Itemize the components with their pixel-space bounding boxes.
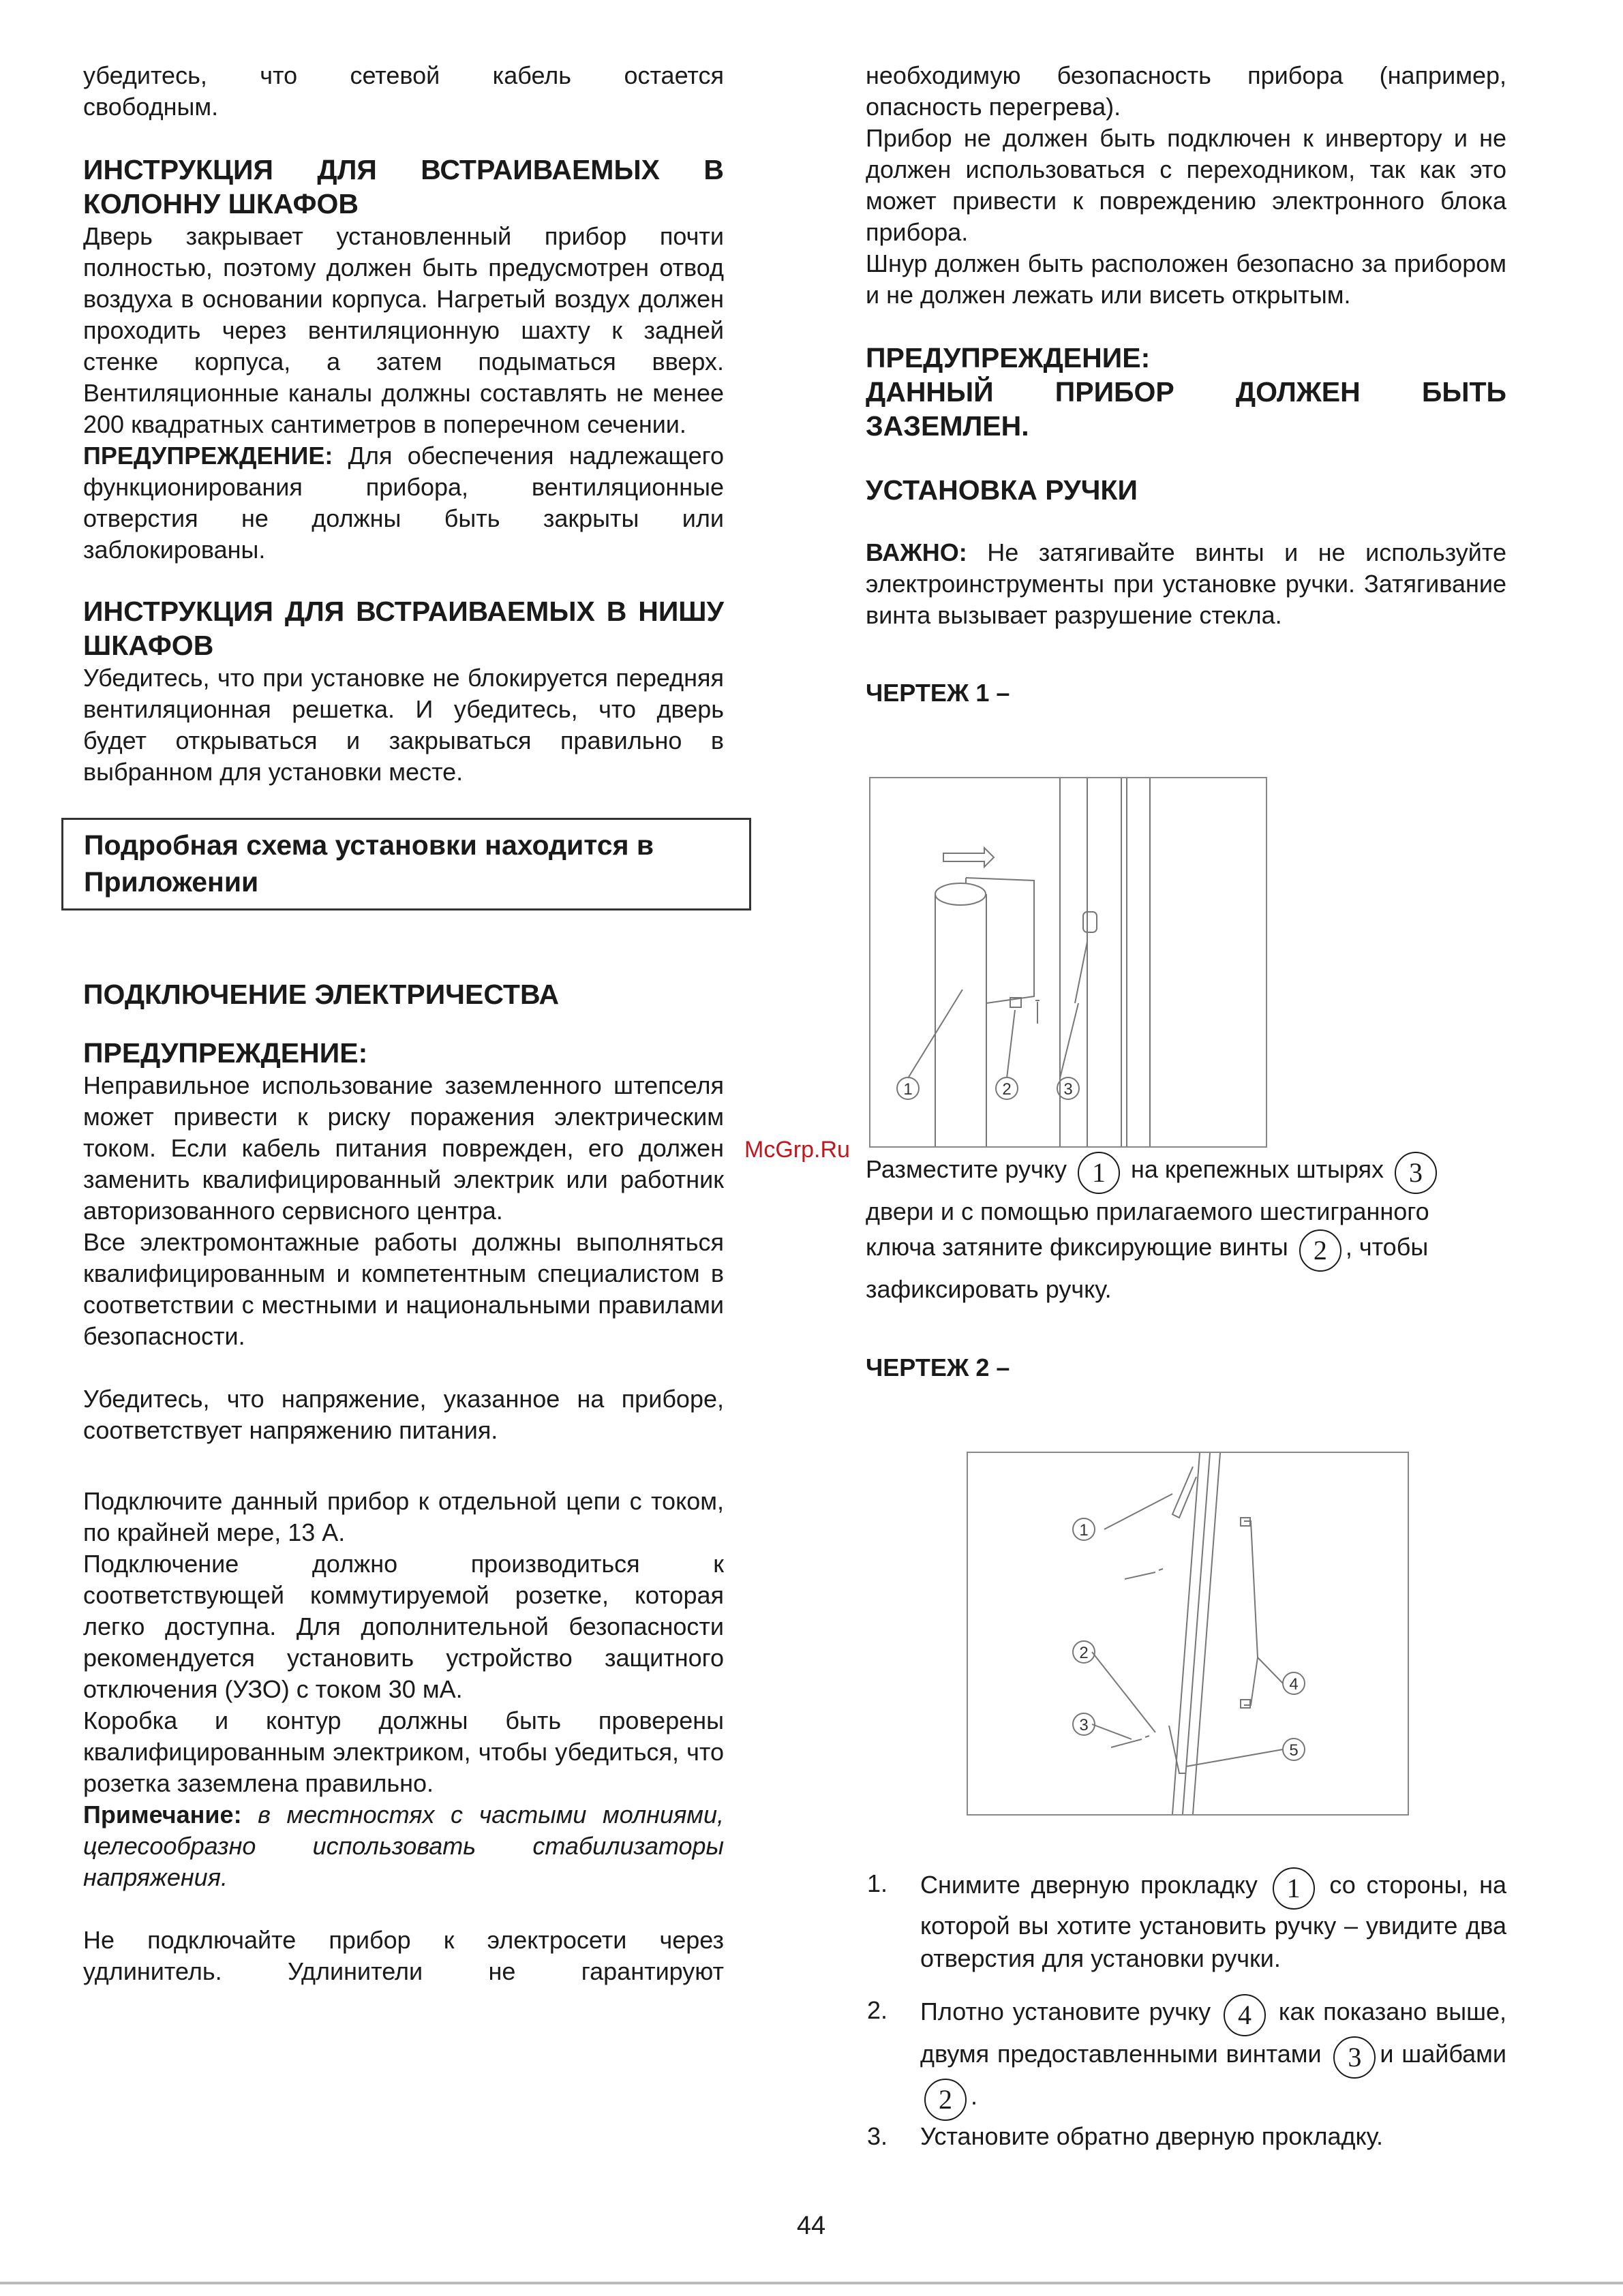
handle-bracket xyxy=(966,878,1034,1003)
handle-placement-text xyxy=(866,1152,1506,1307)
figure-1-svg xyxy=(870,778,1266,1146)
circled-3-icon: 3 xyxy=(1333,2036,1376,2079)
leader-line-2 xyxy=(1092,1652,1155,1732)
electricity-warning-heading: ПРЕДУПРЕЖДЕНИЕ: xyxy=(83,1037,368,1069)
right-column xyxy=(866,60,1506,709)
leader-line-4 xyxy=(1258,1657,1283,1683)
bottom-divider xyxy=(0,2282,1623,2284)
figure-1-caption: ЧЕРТЕЖ 1 – xyxy=(866,679,1010,707)
left-column xyxy=(83,60,724,1987)
intro-line-1: убедитесь, что сетевой кабель остается xyxy=(83,61,724,89)
figure-2-drawing xyxy=(967,1452,1409,1816)
grounding-warning-heading-3: ЗАЗЕМЛЕН. xyxy=(866,410,1029,442)
circled-2-icon: 2 xyxy=(924,2079,967,2121)
fig2-label-1: 1 xyxy=(1079,1521,1089,1540)
electricity-paragraph-5: Подключение должно производиться к соответствующей коммутируемой розетке, которая легко доступна. Для дополнительной безопасности рекомендуется установить устройство защитного отключения (УЗО) с током 30 мА. xyxy=(83,1550,724,1703)
step-1-text-b: со стороны, на которой вы хотите установить ручку – увидите два отверстия для установки ручки. xyxy=(920,1871,1506,1972)
placement-text-f: зафиксировать ручку. xyxy=(866,1275,1112,1303)
important-text: Не затягивайте винты и не используйте электроинструменты при установке ручки. Затягивание винта вызывает разрушение стекла. xyxy=(866,538,1506,629)
leader-line-1 xyxy=(1104,1494,1172,1529)
grounding-warning-heading-2: ДАННЫЙ ПРИБОР ДОЛЖЕН БЫТЬ xyxy=(866,376,1506,408)
column-install-heading: ИНСТРУКЦИЯ ДЛЯ ВСТРАИВАЕМЫХ В КОЛОННУ ШКАФОВ xyxy=(83,154,724,219)
electricity-paragraph-4: Подключите данный прибор к отдельной цепи с током, по крайней мере, 13 А. xyxy=(83,1487,724,1546)
electricity-paragraph-1: Неправильное использование заземленного штепселя может привести к риску поражения электрическим током. Если кабель питания поврежден, его должен заменить квалифицированный электрик или работник авторизованного сервисного центра. xyxy=(83,1071,724,1225)
extension-line-2: удлинитель. Удлинители не гарантируют xyxy=(83,1957,724,1985)
placement-text-d: ключа затяните фиксирующие винты xyxy=(866,1233,1288,1261)
handle-top xyxy=(935,883,986,905)
step-2 xyxy=(866,1994,1506,2121)
screw-bottom xyxy=(1111,1736,1149,1747)
fig1-label-3: 3 xyxy=(1063,1080,1073,1099)
step-2-number: 2. xyxy=(867,1996,888,2024)
fig2-label-3: 3 xyxy=(1079,1716,1089,1734)
step-2-text-b: как показано выше, двумя предоставленными винтами xyxy=(920,1997,1506,2068)
niche-install-text: Убедитесь, что при установке не блокируется передняя вентиляционная решетка. И убедитесь, что дверь будет открываться и закрываться правильно в выбранном для установки месте. xyxy=(83,664,724,786)
pin-shaft xyxy=(1075,942,1087,1003)
grounding-warning-heading-1: ПРЕДУПРЕЖДЕНИЕ: xyxy=(866,342,1151,373)
leader-line-3 xyxy=(1092,1724,1132,1739)
extension-line-1: Не подключайте прибор к электросети через xyxy=(83,1926,724,1954)
placement-text-e: , чтобы xyxy=(1345,1233,1429,1261)
arrow-icon xyxy=(943,848,994,867)
door-frame-lines xyxy=(1172,1453,1220,1814)
handle-bar xyxy=(1244,1521,1258,1705)
important-label: ВАЖНО: xyxy=(866,538,967,566)
note-text: в местностях с частыми молниями, целесообразно использовать стабилизаторы напряжения. xyxy=(83,1801,724,1891)
figure-2-caption: ЧЕРТЕЖ 2 – xyxy=(866,1353,1010,1381)
step-1 xyxy=(866,1867,1506,1975)
placement-text-c: двери и с помощью прилагаемого шестигранного xyxy=(866,1197,1429,1225)
appendix-note-box xyxy=(61,818,751,910)
electricity-paragraph-6: Коробка и контур должны быть проверены квалифицированным электриком, чтобы убедиться, что розетка заземлена правильно. xyxy=(83,1706,724,1797)
lightning-note xyxy=(83,1799,724,1893)
electricity-paragraph-3: Убедитесь, что напряжение, указанное на приборе, соответствует напряжению питания. xyxy=(83,1385,724,1444)
intro-line-2: свободным. xyxy=(83,93,219,121)
step-2-text-d: . xyxy=(971,2082,978,2110)
safety-paragraph-2: Прибор не должен быть подключен к инвертору и не должен использоваться с переходником, так как это может привести к повреждению электронного блока прибора. xyxy=(866,124,1506,246)
column-warning xyxy=(83,440,724,566)
electricity-paragraph-2: Все электромонтажные работы должны выполняться квалифицированным и компетентным специалистом в соответствии с местными и национальными правилами безопасности. xyxy=(83,1228,724,1350)
niche-install-heading: ИНСТРУКЦИЯ ДЛЯ ВСТРАИВАЕМЫХ В НИШУ ШКАФОВ xyxy=(83,596,724,661)
installation-steps xyxy=(866,1867,1506,2152)
safety-paragraph-1: необходимую безопасность прибора (например, опасность перегрева). xyxy=(866,61,1506,121)
leader-line-5 xyxy=(1186,1749,1283,1766)
step-2-text-c: и шайбами xyxy=(1380,2040,1506,2068)
screw-top xyxy=(1125,1569,1163,1579)
important-note xyxy=(866,537,1506,631)
electricity-heading: ПОДКЛЮЧЕНИЕ ЭЛЕКТРИЧЕСТВА xyxy=(83,979,560,1010)
note-label: Примечание: xyxy=(83,1801,242,1828)
step-3-text: Установите обратно дверную прокладку. xyxy=(920,2122,1384,2150)
hex-key xyxy=(1035,1000,1040,1024)
circled-1-icon: 1 xyxy=(1273,1867,1315,1910)
leader-line-2 xyxy=(1007,1010,1015,1078)
circled-3-icon: 3 xyxy=(1395,1152,1437,1194)
fig1-label-1: 1 xyxy=(903,1080,913,1099)
right-column-lower xyxy=(866,1152,1506,1383)
fig2-label-5: 5 xyxy=(1289,1741,1299,1760)
fig2-label-2: 2 xyxy=(1079,1644,1089,1662)
step-2-text-a: Плотно установите ручку xyxy=(920,1997,1211,2025)
column-warning-text: Для обеспечения надлежащего функционирования прибора, вентиляционные отверстия не должны быть закрыты или заблокированы. xyxy=(83,442,724,564)
handle-install-heading: УСТАНОВКА РУЧКИ xyxy=(866,474,1138,506)
step-3-number: 3. xyxy=(867,2122,888,2150)
circled-4-icon: 4 xyxy=(1224,1994,1266,2036)
step-1-text-a: Снимите дверную прокладку xyxy=(920,1871,1258,1899)
handle-mount-bottom xyxy=(1241,1700,1250,1708)
watermark: McGrp.Ru xyxy=(744,1137,850,1163)
circled-2-icon: 2 xyxy=(1299,1229,1341,1272)
safety-paragraph-3: Шнур должен быть расположен безопасно за прибором и не должен лежать или висеть открытым. xyxy=(866,249,1506,309)
door-gasket-top xyxy=(1172,1467,1196,1518)
step-3 xyxy=(866,2121,1506,2152)
figure-1-drawing xyxy=(869,777,1267,1148)
placement-text-b: на крепежных штырях xyxy=(1130,1155,1384,1183)
steps-list xyxy=(866,1867,1506,2152)
appendix-note-text: Подробная схема установки находится в Приложении xyxy=(84,829,654,898)
fig1-label-2: 2 xyxy=(1002,1080,1012,1099)
column-install-text: Дверь закрывает установленный прибор почти полностью, поэтому должен быть предусмотрен отвод воздуха в основании корпуса. Нагретый воздух должен проходить через вентиляционную шахту к задней стенке корпуса, а затем подыматься вверх. Вентиляционные каналы должны составлять не менее 200 квадратных сантиметров в поперечном сечении. xyxy=(83,222,724,438)
fig2-label-4: 4 xyxy=(1289,1675,1299,1694)
placement-text-a: Разместите ручку xyxy=(866,1155,1067,1183)
mounting-pin xyxy=(1083,912,1097,932)
page-number: 44 xyxy=(796,2211,826,2240)
leader-line-3 xyxy=(1060,1003,1078,1078)
circled-1-icon: 1 xyxy=(1078,1152,1120,1194)
column-warning-label: ПРЕДУПРЕЖДЕНИЕ: xyxy=(83,442,333,470)
figure-2-svg xyxy=(968,1453,1408,1814)
step-1-number: 1. xyxy=(867,1869,888,1897)
